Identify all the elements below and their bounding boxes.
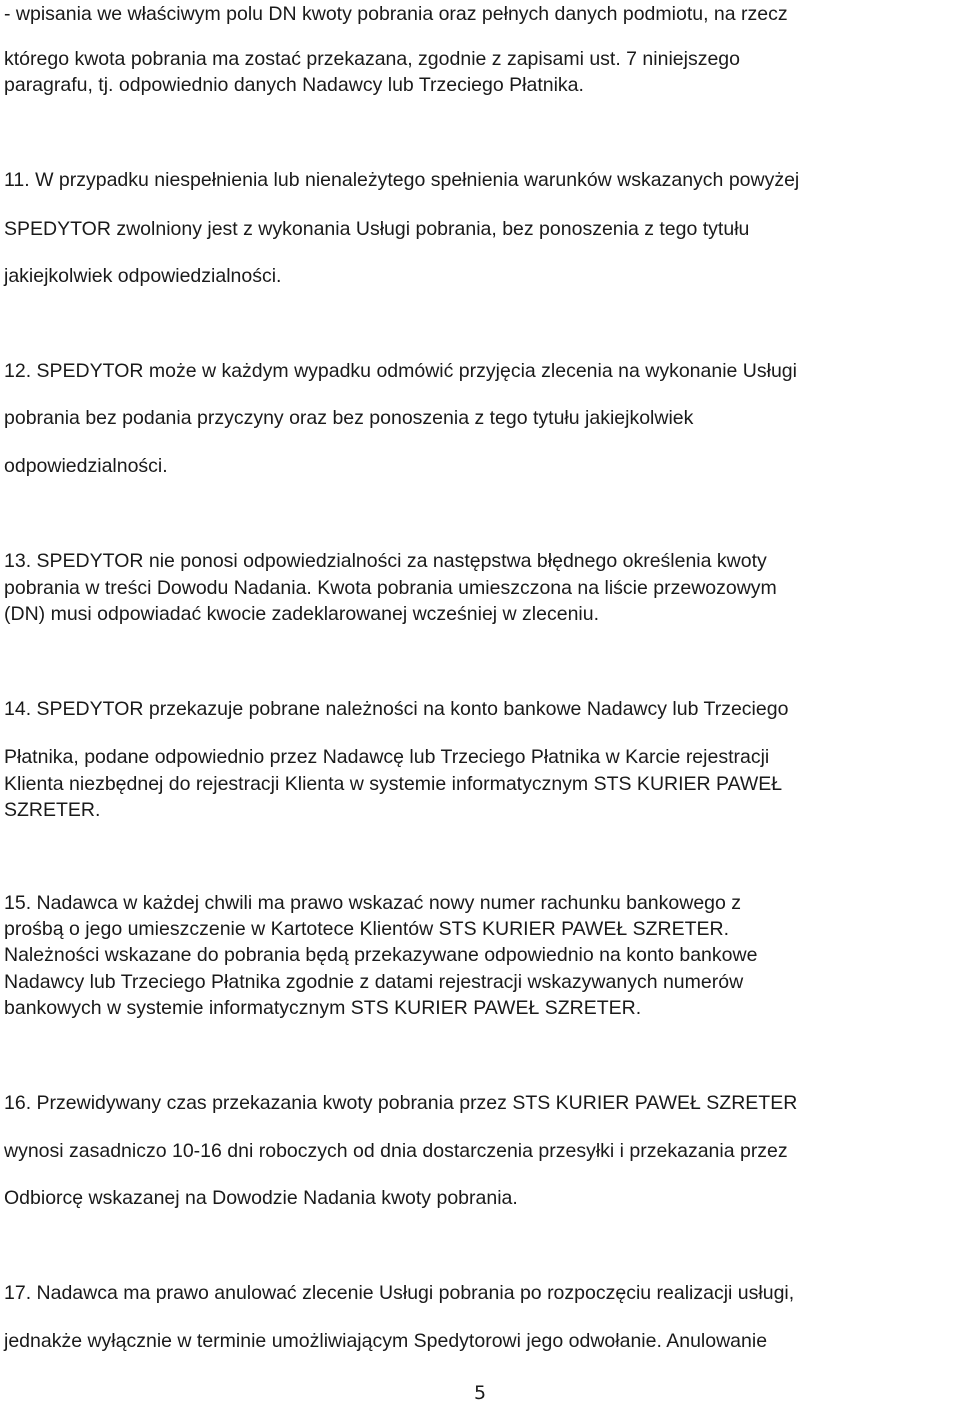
text-line: paragrafu, tj. odpowiednio danych Nadawcy lub Trzeciego Płatnika. [4,74,584,96]
text-line: Płatnika, podane odpowiednio przez Nadawcę lub Trzeciego Płatnika w Karcie rejestracji [4,746,770,768]
text-line: bankowych w systemie informatycznym STS KURIER PAWEŁ SZRETER. [4,997,642,1019]
text-line: pobrania bez podania przyczyny oraz bez ponoszenia z tego tytułu jakiejkolwiek [4,407,694,429]
text-line: pobrania w treści Dowodu Nadania. Kwota pobrania umieszczona na liście przewozowym [4,577,777,599]
text-line: 12. SPEDYTOR może w każdym wypadku odmówić przyjęcia zlecenia na wykonanie Usługi [4,360,797,382]
text-line: jakiejkolwiek odpowiedzialności. [4,265,282,287]
text-line: odpowiedzialności. [4,455,168,477]
text-line: Odbiorcę wskazanej na Dowodzie Nadania kwoty pobrania. [4,1187,518,1209]
text-line: prośbą o jego umieszczenie w Kartotece Klientów STS KURIER PAWEŁ SZRETER. [4,918,730,940]
text-line: 14. SPEDYTOR przekazuje pobrane należności na konto bankowe Nadawcy lub Trzeciego [4,698,789,720]
text-line: którego kwota pobrania ma zostać przekazana, zgodnie z zapisami ust. 7 niniejszego [4,48,740,70]
text-line: 11. W przypadku niespełnienia lub nienależytego spełnienia warunków wskazanych powyżej [4,169,800,191]
text-line: 17. Nadawca ma prawo anulować zlecenie Usługi pobrania po rozpoczęciu realizacji usługi, [4,1282,795,1304]
text-line: 13. SPEDYTOR nie ponosi odpowiedzialności za następstwa błędnego określenia kwoty [4,550,767,572]
text-line: 16. Przewidywany czas przekazania kwoty pobrania przez STS KURIER PAWEŁ SZRETER [4,1092,798,1114]
text-line: Należności wskazane do pobrania będą przekazywane odpowiednio na konto bankowe [4,944,758,966]
text-line: Nadawcy lub Trzeciego Płatnika zgodnie z datami rejestracji wskazywanych numerów [4,971,744,993]
text-line: (DN) musi odpowiadać kwocie zadeklarowanej wcześniej w zleceniu. [4,603,600,625]
page-number: 5 [473,1382,487,1404]
text-line: - wpisania we właściwym polu DN kwoty pobrania oraz pełnych danych podmiotu, na rzecz [4,3,788,25]
text-line: jednakże wyłącznie w terminie umożliwiającym Spedytorowi jego odwołanie. Anulowanie [4,1330,768,1352]
text-line: 15. Nadawca w każdej chwili ma prawo wskazać nowy numer rachunku bankowego z [4,892,742,914]
text-line: Klienta niezbędnej do rejestracji Klienta w systemie informatycznym STS KURIER PAWEŁ [4,773,783,795]
text-line: wynosi zasadniczo 10-16 dni roboczych od dnia dostarczenia przesyłki i przekazania przez [4,1140,788,1162]
text-line: SPEDYTOR zwolniony jest z wykonania Usługi pobrania, bez ponoszenia z tego tytułu [4,218,750,240]
text-line: SZRETER. [4,799,101,821]
